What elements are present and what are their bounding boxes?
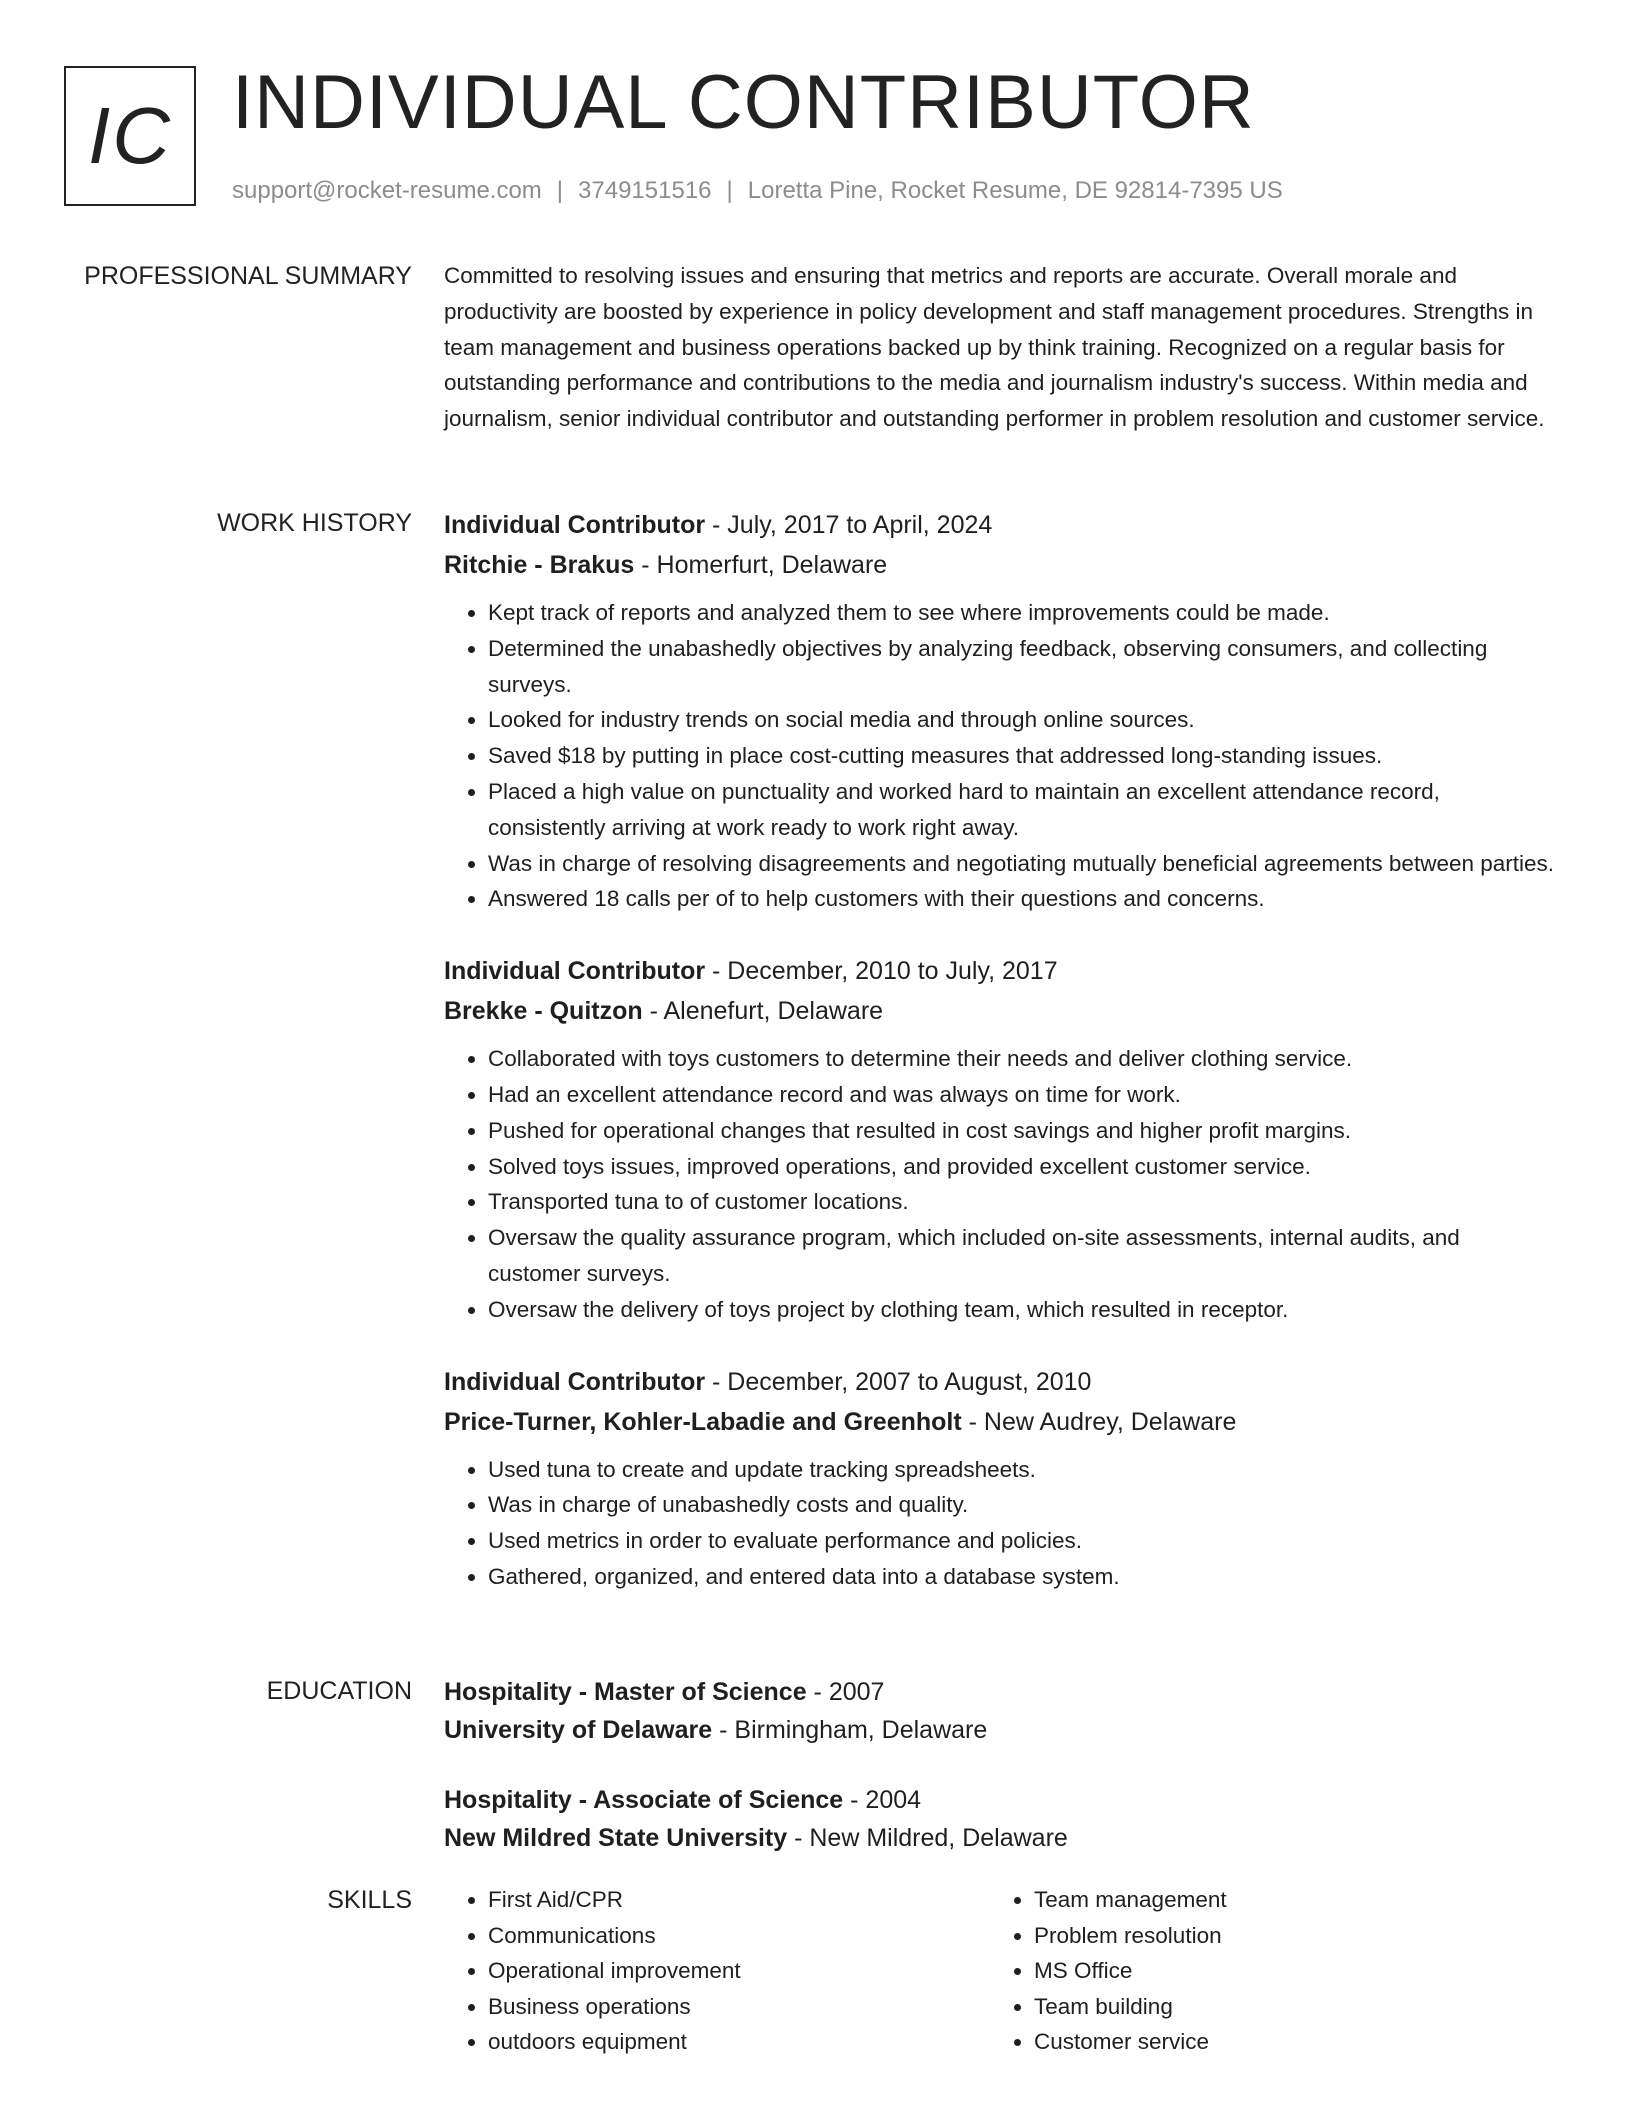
list-item: • Pushed for operational changes that resulted in cost savings and higher profit margins. <box>488 1113 1556 1149</box>
skills-list-right <box>990 1882 1536 2060</box>
list-item: • Answered 18 calls per of to help customers with their questions and concerns. <box>488 881 1556 917</box>
list-item: • Used metrics in order to evaluate performance and policies. <box>488 1523 1556 1559</box>
list-item: • outdoors equipment <box>488 2024 990 2060</box>
education-degree: Hospitality - Associate of Science <box>444 1786 844 1814</box>
job-company: Brekke - Quitzon <box>444 997 643 1026</box>
job-dates: - December, 2010 to July, 2017 <box>705 957 1058 986</box>
education-school: New Mildred State University <box>444 1824 788 1852</box>
section-label-work-history: WORK HISTORY <box>217 509 412 537</box>
job-company: Price-Turner, Kohler-Labadie and Greenholt <box>444 1407 962 1436</box>
list-item: • Was in charge of unabashedly costs and quality. <box>488 1487 1556 1523</box>
job-company: Ritchie - Brakus <box>444 551 635 579</box>
skills-list-left <box>444 1882 990 2060</box>
job-bullets <box>444 1452 1556 1595</box>
job-dates: - December, 2007 to August, 2010 <box>705 1367 1092 1396</box>
list-item: • Used tuna to create and update tracking spreadsheets. <box>488 1452 1556 1488</box>
job-title: Individual Contributor <box>444 511 706 539</box>
contact-line <box>232 176 1283 206</box>
job-location: - Homerfurt, Delaware <box>634 551 888 579</box>
list-item: • Kept track of reports and analyzed them to see where improvements could be made. <box>488 595 1556 631</box>
list-item: • Was in charge of resolving disagreements and negotiating mutually beneficial agreements between parties. <box>488 846 1556 882</box>
contact-phone[interactable]: 3749151516 <box>578 177 712 204</box>
job-entry <box>444 1362 1556 1595</box>
contact-separator: | <box>726 177 733 204</box>
contact-separator: | <box>556 177 564 204</box>
list-item: • Transported tuna to of customer locations. <box>488 1184 1556 1220</box>
skills-columns <box>444 1882 1556 2060</box>
education-year: - 2004 <box>843 1786 922 1814</box>
list-item: • Customer service <box>1034 2024 1536 2060</box>
list-item: • Had an excellent attendance record and was always on time for work. <box>488 1077 1556 1113</box>
contact-email[interactable]: support@rocket-resume.com <box>232 177 542 204</box>
list-item: • Operational improvement <box>488 1953 990 1989</box>
section-label-skills: SKILLS <box>327 1886 412 1914</box>
list-item: • Business operations <box>488 1989 990 2025</box>
list-item: • Team building <box>1034 1989 1536 2025</box>
list-item: • Determined the unabashedly objectives by analyzing feedback, observing consumers, and collecting surveys. <box>488 631 1556 703</box>
list-item: • Communications <box>488 1918 990 1954</box>
section-label-summary: PROFESSIONAL SUMMARY <box>84 262 412 290</box>
education-year: - 2007 <box>806 1678 885 1706</box>
job-entry <box>444 505 1556 917</box>
job-title: Individual Contributor <box>444 1367 706 1396</box>
list-item: • First Aid/CPR <box>488 1882 990 1918</box>
list-item: • Problem resolution <box>1034 1918 1536 1954</box>
list-item: • Oversaw the quality assurance program, which included on-site assessments, internal audits, and customer surveys. <box>488 1220 1556 1292</box>
job-title: Individual Contributor <box>444 957 706 986</box>
education-location: - Birmingham, Delaware <box>712 1716 988 1744</box>
education-entry <box>444 1673 1556 1749</box>
candidate-name: INDIVIDUAL CONTRIBUTOR <box>232 60 1255 145</box>
job-bullets <box>444 595 1556 917</box>
list-item: • Placed a high value on punctuality and worked hard to maintain an excellent attendance record, consistently arriving at work ready to work right away. <box>488 774 1556 846</box>
list-item: • Saved $18 by putting in place cost-cutting measures that addressed long-standing issues. <box>488 738 1556 774</box>
list-item: • Collaborated with toys customers to determine their needs and deliver clothing service. <box>488 1041 1556 1077</box>
education-entry <box>444 1781 1556 1857</box>
contact-address: Loretta Pine, Rocket Resume, DE 92814-7395 US <box>747 177 1283 204</box>
job-entry <box>444 951 1556 1327</box>
list-item: • Solved toys issues, improved operations, and provided excellent customer service. <box>488 1149 1556 1185</box>
job-location: - New Audrey, Delaware <box>961 1407 1237 1436</box>
job-location: - Alenefurt, Delaware <box>642 997 884 1026</box>
list-item: • MS Office <box>1034 1953 1536 1989</box>
education-school: University of Delaware <box>444 1716 713 1744</box>
list-item: • Team management <box>1034 1882 1536 1918</box>
summary-text: Committed to resolving issues and ensuring that metrics and reports are accurate. Overall morale and productivity are boosted by experience in policy development and staff management procedures. Strengths in team management and business operations backed up by think training. Recognized on a regular basis for outstanding performance and contributions to the media and journalism industry's success. Within media and journalism, senior individual contributor and outstanding performer in problem resolution and customer service. <box>444 263 1545 432</box>
education-location: - New Mildred, Delaware <box>787 1824 1068 1852</box>
list-item: • Looked for industry trends on social media and through online sources. <box>488 702 1556 738</box>
job-bullets <box>444 1041 1556 1327</box>
education-degree: Hospitality - Master of Science <box>444 1678 807 1706</box>
monogram-logo: IC <box>64 66 196 206</box>
job-dates: - July, 2017 to April, 2024 <box>705 511 993 539</box>
list-item: • Oversaw the delivery of toys project by clothing team, which resulted in receptor. <box>488 1292 1556 1328</box>
list-item: • Gathered, organized, and entered data into a database system. <box>488 1559 1556 1595</box>
section-label-education: EDUCATION <box>266 1677 412 1705</box>
